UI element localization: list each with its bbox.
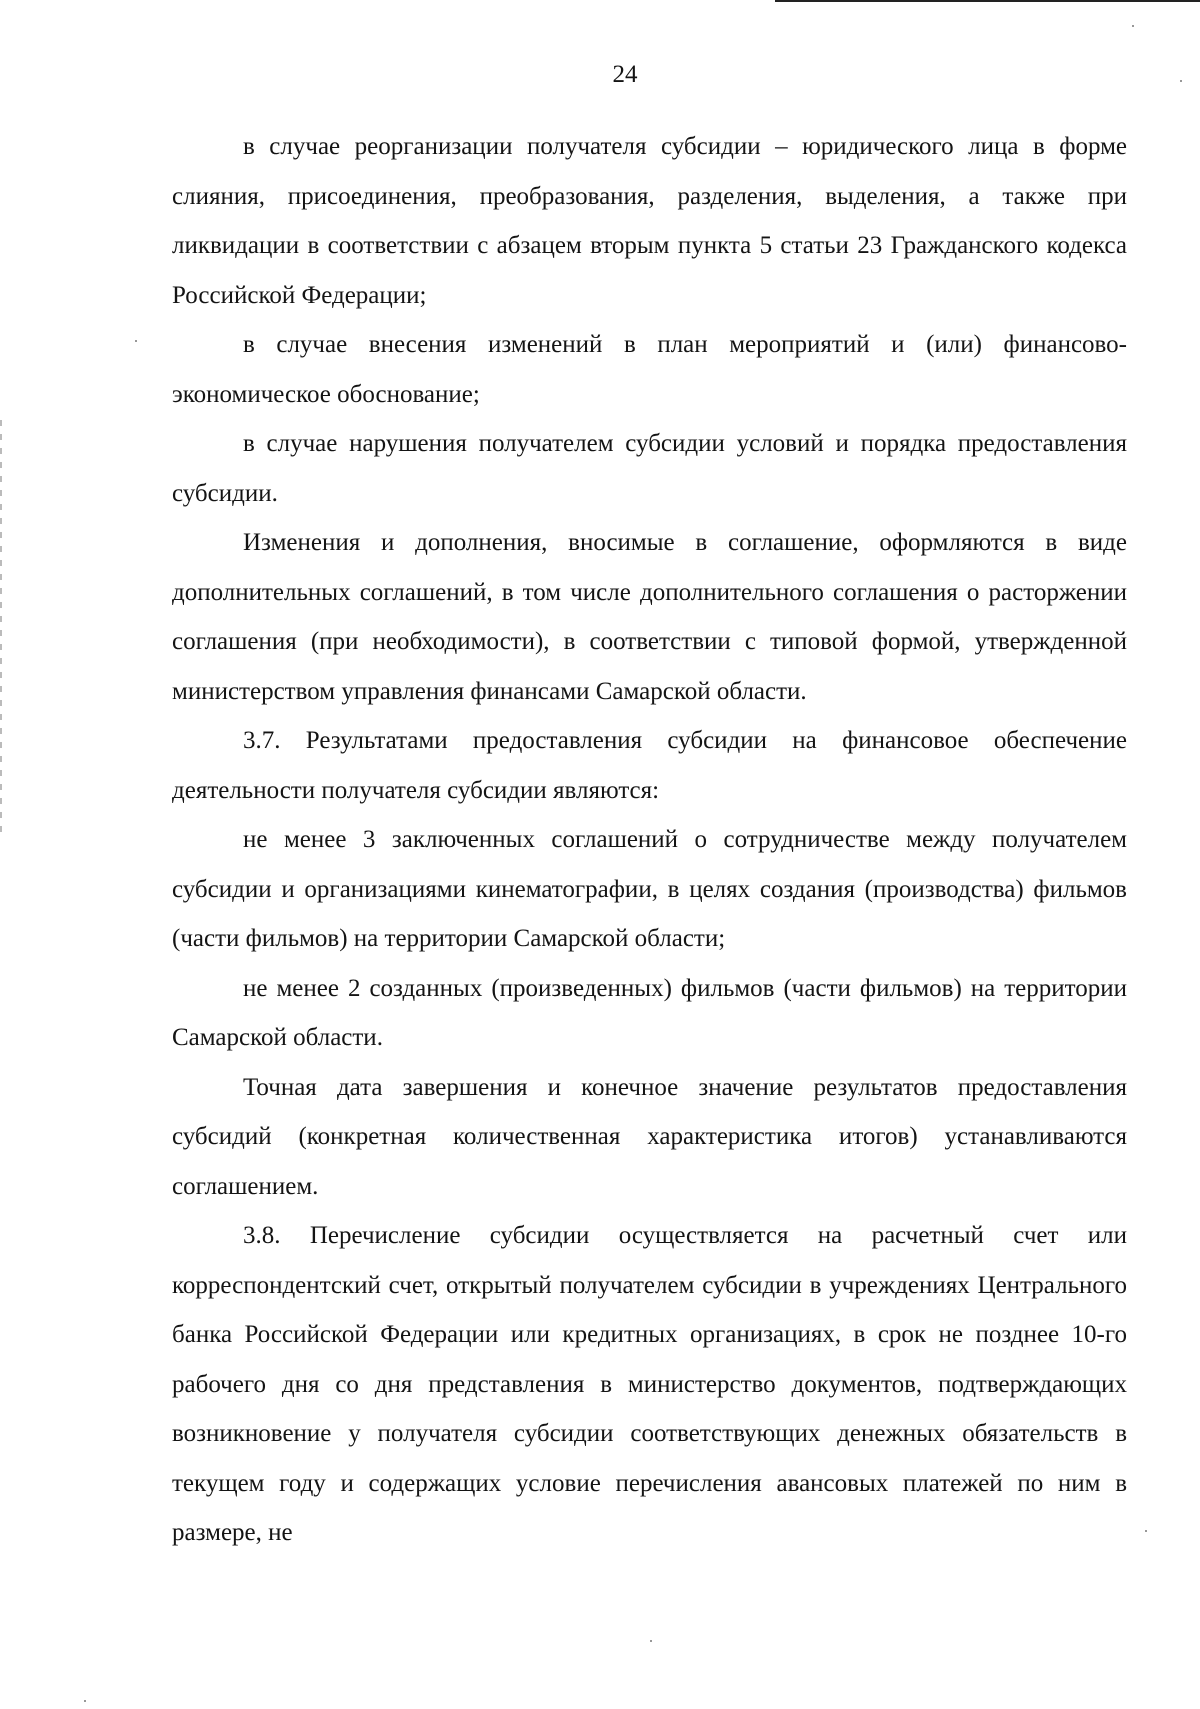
paragraph-completion-date: Точная дата завершения и конечное значение результатов предоставления субсидий (конкретная количественная характеристика итогов) устанавливаются соглашением. bbox=[172, 1073, 1127, 1200]
scan-speck bbox=[1145, 1530, 1147, 1532]
paragraph-films-result: не менее 2 созданных (произведенных) фильмов (части фильмов) на территории Самарской области. bbox=[172, 974, 1127, 1051]
paragraph-plan-changes: в случае внесения изменений в план мероприятий и (или) финансово-экономическое обоснование; bbox=[172, 331, 1127, 408]
paragraph-violation: в случае нарушения получателем субсидии условий и порядка предоставления субсидии. bbox=[172, 430, 1127, 507]
paragraph-3-8: 3.8. Перечисление субсидии осуществляется на расчетный счет или корреспондентский счет, открытый получателем субсидии в учреждениях Центрального банка Российской Федерации или кредитных организациях, в срок не позднее 10-го рабочего дня со дня представления в министерство документов, подтверждающих возникновение у получателя субсидии соответствующих денежных обязательств в текущем году и содержащих условие перечисления авансовых платежей по ним в размере, не bbox=[172, 1222, 1127, 1546]
paragraph-amendments: Изменения и дополнения, вносимые в соглашение, оформляются в виде дополнительных соглашений, в том числе дополнительного соглашения о расторжении соглашения (при необходимости), в соответствии с типовой формой, утвержденной министерством управления финансами Самарской области. bbox=[172, 529, 1127, 705]
page-number: 24 bbox=[612, 61, 638, 88]
scan-speck bbox=[135, 340, 137, 342]
paragraph-3-7: 3.7. Результатами предоставления субсидии на финансовое обеспечение деятельности получателя субсидии являются: bbox=[172, 727, 1127, 804]
scan-speck bbox=[1180, 80, 1182, 82]
paragraph-agreements-result: не менее 3 заключенных соглашений о сотрудничестве между получателем субсидии и организациями кинематографии, в целях создания (производства) фильмов (части фильмов) на территории Самарской области; bbox=[172, 826, 1127, 952]
scan-speck bbox=[84, 1700, 86, 1702]
scan-top-rule bbox=[775, 0, 1200, 2]
document-body bbox=[172, 122, 1127, 1558]
scan-speck bbox=[650, 1640, 652, 1642]
scan-speck bbox=[1132, 25, 1134, 27]
scan-left-edge bbox=[0, 420, 2, 840]
paragraph-reorganization: в случае реорганизации получателя субсидии – юридического лица в форме слияния, присоединения, преобразования, разделения, выделения, а также при ликвидации в соответствии с абзацем вторым пункта 5 статьи 23 Гражданского кодекса Российской Федерации; bbox=[172, 133, 1127, 309]
